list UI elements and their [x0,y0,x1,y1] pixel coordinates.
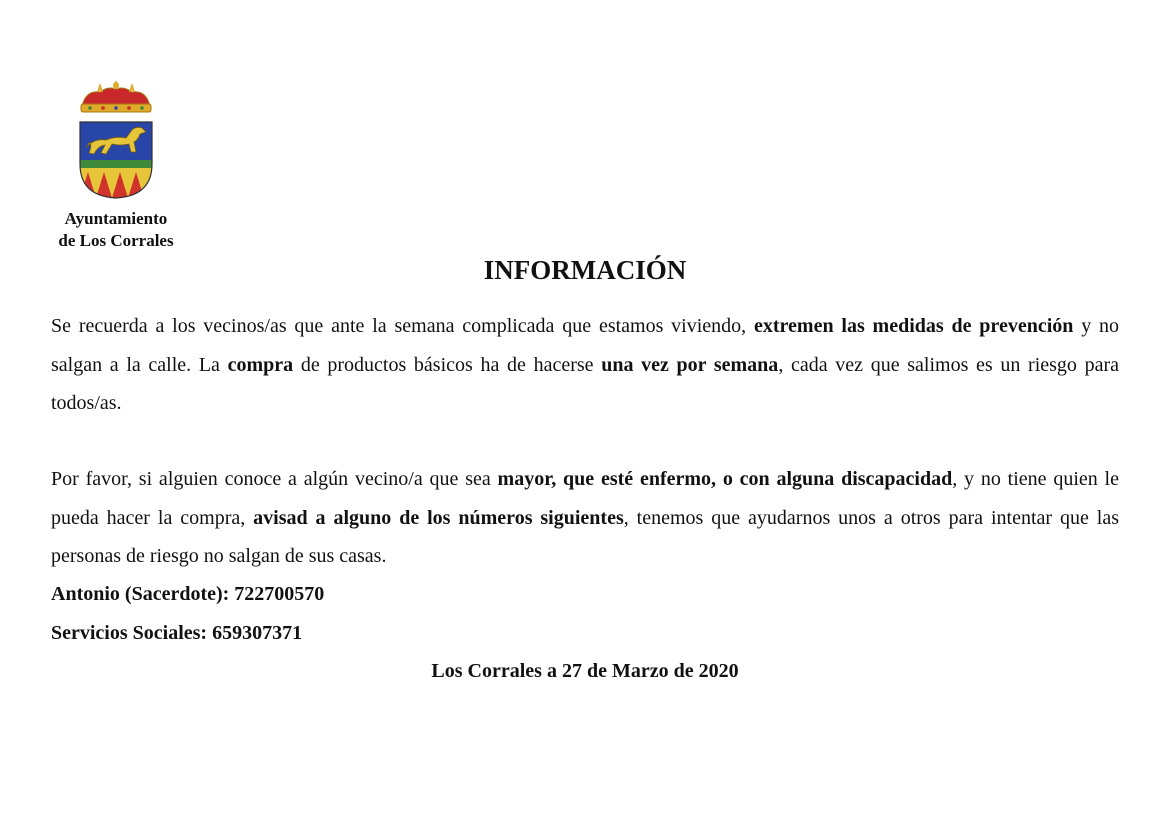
document-date: Los Corrales a 27 de Marzo de 2020 [431,660,739,682]
text-span: Se recuerda a los vecinos/as que ante la semana complicada que estamos viviendo, [51,315,754,337]
text-span: y no salgan a la calle. La [51,315,1119,376]
paragraph-prevention [51,307,1119,423]
shield-icon [76,120,156,200]
organization-name [36,208,196,252]
bold-span: avisad a alguno de los números siguientes [253,506,624,529]
org-line-2: de Los Corrales [58,231,174,250]
text-span: , cada vez que salimos es un riesgo para todos/as. [51,353,1120,414]
bold-span: mayor, que esté enfermo, o con alguna discapacidad [497,468,953,490]
coat-of-arms-seal [76,80,156,200]
bold-span: una vez por semana [601,353,779,376]
bold-span: compra [227,353,294,376]
contact-antonio: Antonio (Sacerdote): 722700570 [51,583,325,605]
page-title: INFORMACIÓN [483,255,687,285]
contact-servicios-sociales: Servicios Sociales: 659307371 [51,622,303,644]
text-span: , tenemos que ayudarnos unos a otros para intentar que las personas de riesgo no salgan de sus casas. [51,506,1119,567]
text-span: Por favor, si alguien conoce a algún vecino/a que sea [51,468,498,490]
crown-icon [81,82,151,112]
paragraph-help-request [51,460,1119,576]
org-line-1: Ayuntamiento [64,209,168,228]
bold-span: extremen las medidas de prevención [754,315,1074,337]
text-span: de productos básicos ha de hacerse [293,353,602,376]
text-span: , y no tiene quien le pueda hacer la compra, [51,468,1119,529]
